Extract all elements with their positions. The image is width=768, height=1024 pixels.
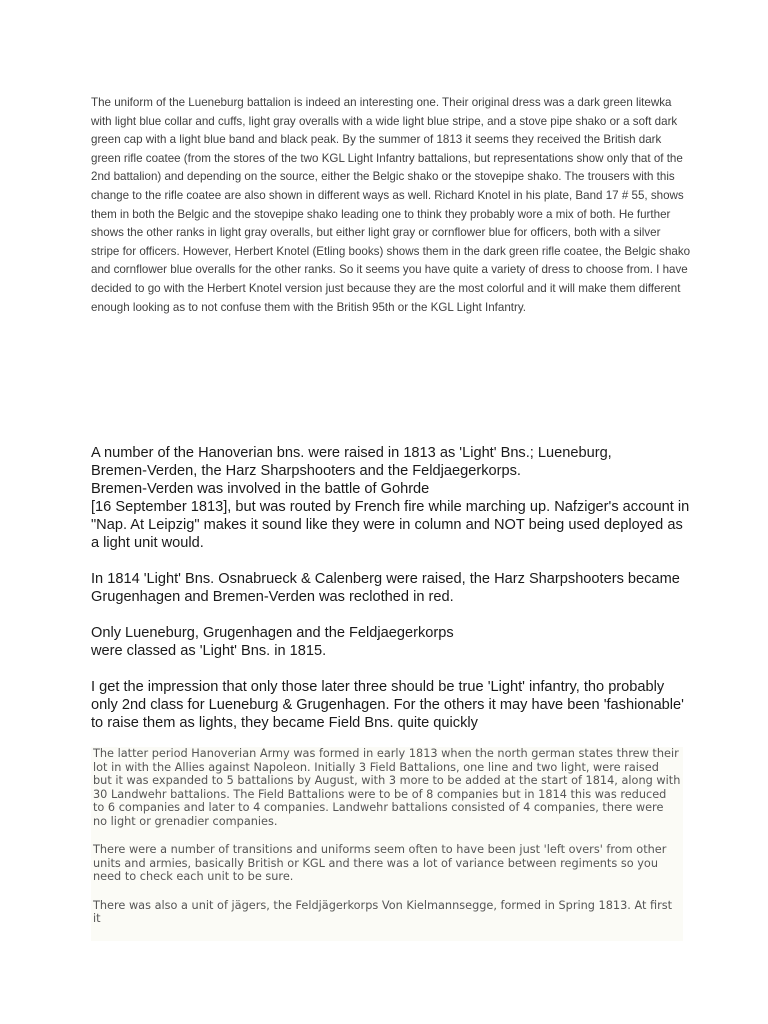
light-battalions-section [91,444,691,750]
lueneburg-uniform-paragraph: The uniform of the Lueneburg battalion is indeed an interesting one. Their original dress was a dark green litewka with light blue collar and cuffs, light gray overalls with a wide light blue stripe, and a stove pipe shako or a soft dark green cap with a light blue band and black peak. By the summer of 1813 it seems they received the British dark green rifle coatee (from the stores of the two KGL Light Infantry battalions, but representations show only that of the 2nd battalion) and depending on the source, either the Belgic shako or the stovepipe shako. The trousers with this change to the rifle coatee are also shown in different ways as well. Richard Knotel in his plate, Band 17 # 55, shows them in both the Belgic and the stovepipe shako leading one to think they probably wore a mix of both. He further shows the other ranks in light gray overalls, but either light gray or cornflower blue for officers, both with a silver stripe for officers. However, Herbert Knotel (Etling books) shows them in the dark green rifle coatee, the Belgic shako and cornflower blue overalls for the other ranks. So it seems you have quite a variety of dress to choose from. I have decided to go with the Herbert Knotel version just because they are the most colorful and it will make them different enough looking as to not confuse them with the British 95th or the KGL Light Infantry. [91,96,691,314]
army-paragraph-2: There were a number of transitions and uniforms seem often to have been just 'left overs' from other units and armies, basically British or KGL and there was a lot of variance between regiments so you need to check each unit to be sure. [93,843,667,883]
light-bns-paragraph-2: In 1814 'Light' Bns. Osnabrueck & Calenberg were raised, the Harz Sharpshooters became Grugenhagen and Bremen-Verden was reclothed in red. [91,571,680,605]
light-bns-paragraph-1: A number of the Hanoverian bns. were raised in 1813 as 'Light' Bns.; Lueneburg, Bremen-Verden, the Harz Sharpshooters and the Feldjaegerkorps. Bremen-Verden was involved in the battle of Gohrde [16 September 1813], but was routed by French fire while marching up. Nafziger's account in "Nap. At Leipzig" makes it sound like they were in column and NOT being used deployed as a light unit would. [91,445,690,551]
army-paragraph-3: There was also a unit of jägers, the Feldjägerkorps Von Kielmannsegge, formed in Spring 1813. At first it [93,898,673,925]
light-bns-paragraph-3: Only Lueneburg, Grugenhagen and the Feldjaegerkorps were classed as 'Light' Bns. in 1815. [91,625,454,659]
army-paragraph-1: The latter period Hanoverian Army was formed in early 1813 when the north german states threw their lot in with the Allies against Napoleon. Initially 3 Field Battalions, one line and two light, were raised but it was expanded to 5 battalions by August, with 3 more to be added at the start of 1814, along with 30 Landwehr battalions. The Field Battalions were to be of 8 companies but in 1814 this was reduced to 6 companies and later to 4 companies. Landwehr battalions consisted of 4 companies, there were no light or grenadier companies. [93,747,681,828]
light-bns-paragraph-4: I get the impression that only those later three should be true 'Light' infantry, tho probably only 2nd class for Lueneburg & Grugenhagen. For the others it may have been 'fashionable' to raise them as lights, they became Field Bns. quite quickly [91,679,684,731]
hanoverian-army-section [91,747,683,941]
